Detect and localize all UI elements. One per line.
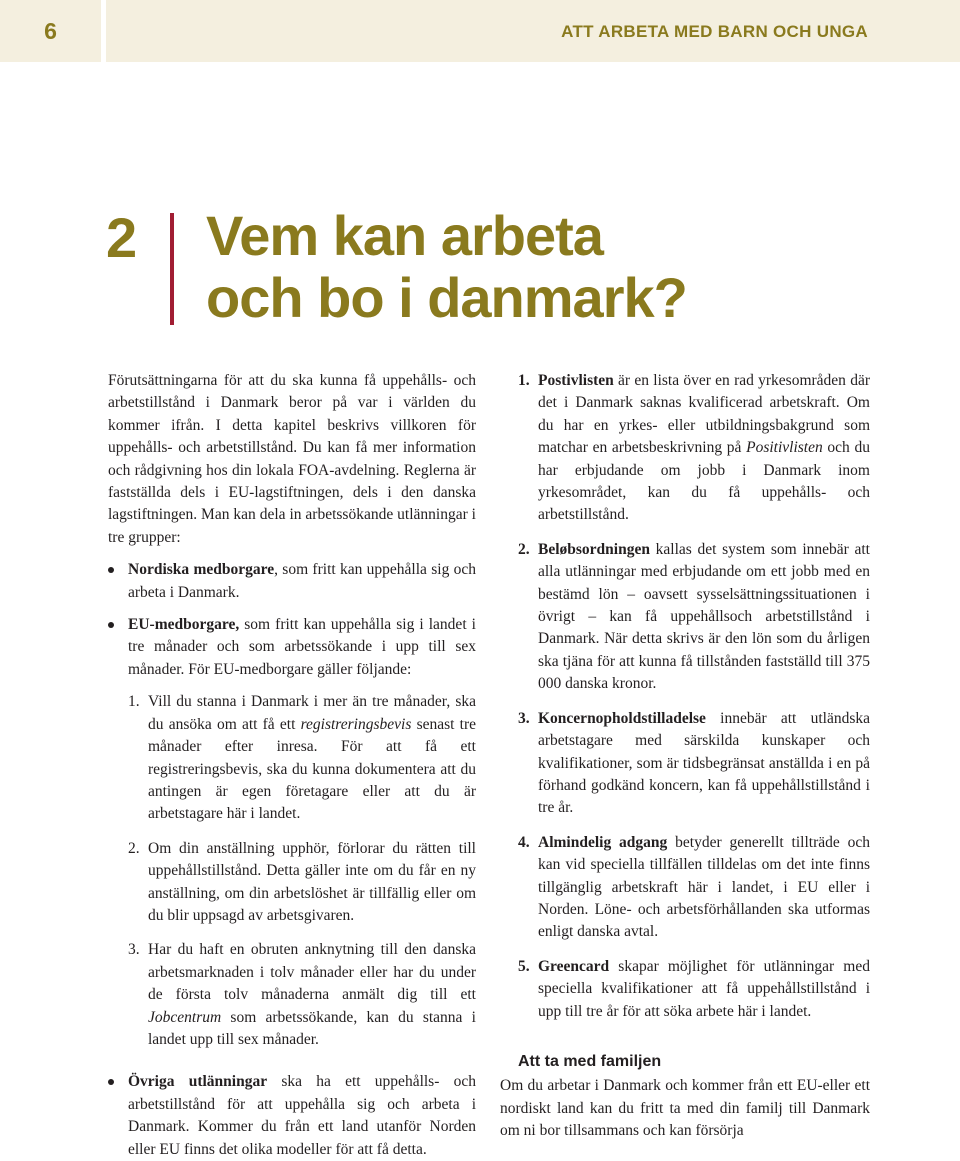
eu-rule-3	[128, 939, 476, 1051]
model-name: Beløbsordningen	[538, 540, 650, 558]
groups-list	[108, 559, 476, 681]
running-title: ATT ARBETA MED BARN OCH UNGA	[561, 22, 868, 41]
model-text-end: och du har erbjudande om jobb i Danmark inom yrkesområdet, kan du få uppehålls- och arbetstillstånd.	[538, 439, 870, 524]
model-number: 3.	[518, 709, 530, 727]
model-text: innebär att utländska arbetstagare med särskilda kunskaper och kvalifikationer, som är tidsbegränsat anställda i en på förhand godkänd koncern, kan få uppehållstillstånd i tre år.	[538, 709, 870, 817]
page-number: 6	[0, 0, 101, 62]
left-column	[108, 370, 476, 1161]
model-text: skapar möjlighet för utlänningar med speciella kvalifikationer att få uppehållstillstånd i upp till tre år för att söka arbete här i landet.	[538, 957, 870, 1020]
model-item-5	[518, 956, 870, 1023]
model-name: Almindelig adgang	[538, 833, 668, 851]
intro-paragraph: Förutsättningarna för att du ska kunna få uppehålls- och arbetstillstånd i Danmark beror på var i världen du kommer ifrån. I detta kapitel beskrivs villkoren för uppehålls- och arbetstillstånd. Du kan få mer information och rådgivning hos din lokala FOA-avdelning. Reglerna är fastställda dels i EU-lagstiftningen, dels i den danska lagstiftningen. Man kan dela in arbetssökande utlänningar i tre grupper:	[108, 372, 476, 546]
list-item-other	[108, 1071, 476, 1161]
rule-number: 3.	[128, 941, 140, 959]
rule-number: 1.	[128, 693, 140, 711]
group-label: Nordiska medborgare	[128, 561, 275, 579]
model-text: är en lista över en rad yrkesområden där det i Danmark saknas kvalificerad arbetskraft. Om du har en yrkes- eller utbildningsbakgrund som matchar en arbetsbeskrivning på	[538, 372, 870, 457]
group-label: Övriga utlänningar	[128, 1073, 268, 1091]
model-text: betyder generellt tillträde och kan vid speciella tillfällen tilldelas om det inte finns tillgänglig arbetskraft här i landet, i EU eller i Norden. Löne- och arbetsförhållanden ska utformas enligt danska avtal.	[538, 833, 870, 941]
model-name: Koncernopholdstilladelse	[538, 709, 706, 727]
eu-rule-2	[128, 838, 476, 928]
group-label: EU-medborgare,	[128, 616, 240, 634]
chapter-title-line-1: Vem kan arbeta	[206, 204, 603, 267]
eu-rule-1	[128, 691, 476, 825]
model-number: 2.	[518, 540, 530, 558]
page-header	[0, 0, 960, 62]
list-item-nordic	[108, 559, 476, 604]
model-text: kallas det system som innebär att alla utlänningar med erbjudande om ett jobb med en bestämd lön – oavsett sysselsättningssituationen i övrigt – kan få uppehållsoch arbetstillstånd i Danmark. När detta skrivs är den lön som du årligen ska tjäna för att kunna få tillstånden fastställd till 375 000 danska kronor.	[538, 540, 870, 693]
chapter-title-line-2: och bo i danmark?	[206, 266, 687, 329]
rule-text-end: senast tre månader efter inresa. För att få ett registreringsbevis, ska du kunna dokumentera att du antingen är egen företagare eller att du är arbetstagare här i landet.	[148, 715, 477, 823]
model-number: 1.	[518, 372, 530, 389]
eu-rules-list	[108, 691, 476, 1051]
group-text: ska ha ett uppehålls- och arbetstillstånd för att uppehålla sig och arbeta i Danmark. Kommer du från ett land utanför Norden eller EU finns det olika modeller för att få detta.	[128, 1073, 476, 1158]
rule-text-end: som arbetssökande, kan du stanna i landet upp till sex månader.	[148, 1008, 476, 1048]
model-number: 4.	[518, 833, 530, 851]
chapter-number: 2	[106, 206, 137, 269]
rule-text: Om din anställning upphör, förlorar du rätten till uppehållstillstånd. Detta gäller inte om du får en ny anställning, om din arbetslöshet är tillfällig eller om du blir uppsagd av arbetsgivaren.	[148, 839, 476, 924]
model-item-3	[518, 708, 870, 820]
model-number: 5.	[518, 957, 530, 975]
list-item-eu	[108, 614, 476, 681]
chapter-title	[206, 205, 687, 329]
groups-list-continued	[108, 1071, 476, 1161]
rule-italic: Jobcentrum	[148, 1008, 222, 1026]
model-name: Greencard	[538, 957, 610, 975]
models-list	[518, 370, 870, 1023]
group-text: som fritt kan uppehålla sig i landet i tre månader och som arbetssökande i upp till sex månader. För EU-medborgare gäller följande:	[128, 616, 476, 678]
model-item-4	[518, 832, 870, 944]
right-column	[500, 370, 870, 1143]
family-paragraph: Om du arbetar i Danmark och kommer från ett EU-eller ett nordiskt land kan du fritt ta med din familj till Danmark om ni bor tillsammans och kan försörja	[500, 1077, 870, 1140]
model-item-2	[518, 539, 870, 696]
rule-italic: registreringsbevis	[300, 715, 412, 733]
group-text: , som fritt kan uppehålla sig och arbeta i Danmark.	[128, 561, 476, 601]
model-item-1	[518, 370, 870, 527]
section-heading-family: Att ta med familjen	[518, 1052, 662, 1070]
model-name: Postivlisten	[538, 372, 614, 389]
chapter-divider	[170, 213, 174, 325]
model-italic: Positivlisten	[746, 439, 823, 457]
rule-number: 2.	[128, 839, 140, 857]
rule-text: Vill du stanna i Danmark i mer än tre månader, ska du ansöka om att få ett	[148, 693, 476, 733]
rule-text: Har du haft en obruten anknytning till den danska arbetsmarknaden i tolv månader eller har du under de första tolv månaderna anmält dig till ett	[148, 941, 476, 1004]
